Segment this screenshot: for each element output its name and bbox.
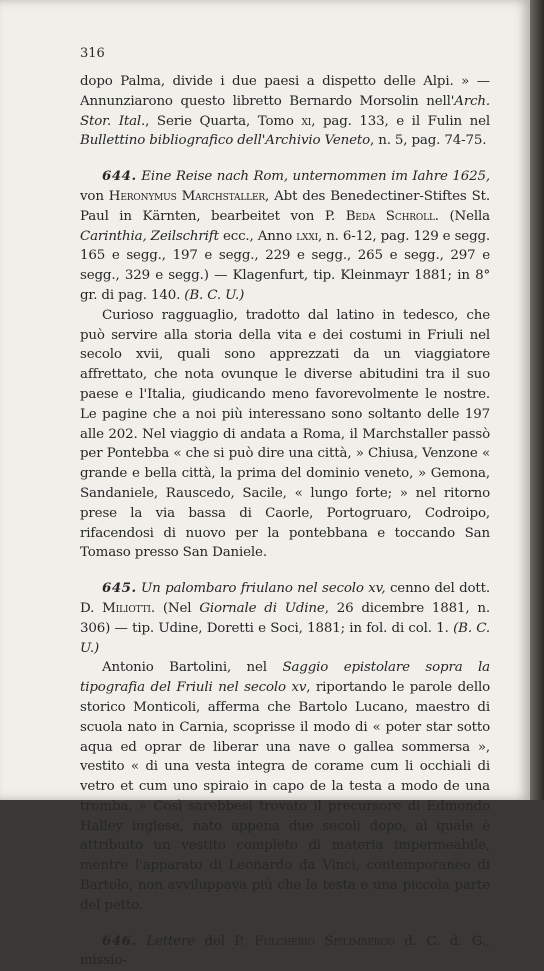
text-run: , n. 6-12, pag. 129 e segg. 165 e segg., 197 e segg., 229 e segg., 265 e segg., 297 e segg., 329 e segg.) — Klagenfurt, tip. Kleinmayr 1881; in 8° gr. di pag. 140. [80, 228, 491, 303]
text-run: . (Nella [434, 208, 490, 224]
intro-paragraph [80, 72, 490, 151]
text-run: Antonio Bartolini, nel [102, 660, 283, 676]
text-run: von [80, 188, 109, 204]
cited-work-title: Saggio epistolare sopra la tipografia del Friuli nel secolo xv [80, 660, 490, 696]
entry-number: 644. [102, 168, 137, 185]
journal-title: Bullettino bibliografico dell'Archivio Veneto [80, 133, 371, 149]
entry-number: 645. [102, 580, 137, 597]
entry-645-description [80, 658, 490, 915]
text-run: ecc., Anno [218, 228, 297, 244]
library-source: (B. C. U.) [184, 287, 245, 303]
entry-title: Lettere [146, 933, 195, 949]
text-run: cenno del dott. D. [80, 581, 490, 616]
text-run: del P. [194, 933, 255, 949]
journal-title: Giornale di Udine [199, 600, 325, 616]
entry-title: Eine Reise nach Rom, unternommen im Iahre 1625, [141, 169, 490, 185]
text-run: , Serie Quarta, Tomo [145, 113, 302, 129]
library-source: (B. C. U.) [80, 620, 490, 656]
entry-author: Fulcherio Spilimbergo [254, 933, 395, 949]
text-run: , 26 dicembre 1881, n. 306) — tip. Udine, Doretti e Soci, 1881; in fol. di col. 1. [80, 600, 490, 636]
book-edge-shadow [530, 0, 544, 800]
entry-645-citation [80, 579, 490, 658]
entry-editor: Beda Schroll [345, 208, 435, 224]
entry-author: Miliotti [102, 600, 151, 616]
journal-title: Carinthia, Zeilschrift [80, 228, 219, 244]
text-run: d. C. d. G., missio- [80, 933, 490, 969]
text-run: , pag. 133, e il Fulin nel [311, 113, 490, 129]
text-run: , riportando le parole dello storico Monticoli, afferma che Bartolo Lucano, maestro di scuola nato in Carnia, scoprisse il modo di « poter star sotto aqua ed oprar de liberar una nave o gallea sommersa », vestito « di una vesta integra de corame cum li occhiali di vetro et cum uno spiraio in capo de la testa a modo de una tromba. » Così sarebbesi trovato il precursore di Edmondo Halley inglese, nato appena due secoli dopo, al quale è attribuito un vestito completo di materia impermeabile, mentre l'apparato di Leonardo da Vinci, contemporaneo di Bartolo, non avviluppava più che la testa e una piccola parte del petto. [80, 680, 490, 913]
entry-number: 646. [102, 932, 137, 949]
text-run: , n. 5, pag. 74-75. [370, 133, 487, 149]
entry-title: Un palombaro friulano nel secolo xv, [141, 581, 386, 597]
entry-646-citation [80, 932, 490, 971]
page-number: 316 [80, 46, 105, 61]
entry-644-citation [80, 167, 490, 306]
entry-author: Heronymus Marchstaller [108, 188, 266, 204]
roman-numeral: lxxi [296, 228, 318, 244]
roman-numeral: xi [301, 113, 312, 129]
text-run: . (Nel [150, 600, 200, 616]
entry-644-description: Curioso ragguaglio, tradotto dal latino in tedesco, che può servire alla storia della vita e dei costumi in Friuli nel secolo xvii, quali sono apprezzati da un viaggiatore affrettato, che nota ovunque le diverse abitudini tra il suo paese e l'Italia, giudicando meno favorevolmente le nostre. Le pagine che a noi più interessano sono soltanto delle 197 alle 202. Nel viaggio di andata a Roma, il Marchstaller passò per Pontebba « che si può dire una città, » Chiusa, Venzone « grande e bella città, la prima del dominio veneto, » Gemona, Sandaniele, Rauscedo, Sacile, « lungo forte; » nel ritorno prese la via bassa di Caorle, Portogruaro, Codroipo, rifacendosi di nuovo per la pontebbana e toccando San Tomaso presso San Daniele. [80, 307, 490, 561]
text-run: dopo Palma, divide i due paesi a dispetto delle Alpi. » — Annunziarono questo libretto Bernardo Morsolin nell' [80, 74, 490, 109]
text-run: , Abt des Benedectiner-Stiftes St. Paul in Kärnten, bearbeitet von P. [80, 188, 490, 224]
journal-title: Arch. Stor. Ital. [80, 93, 490, 129]
page-body [80, 72, 490, 971]
